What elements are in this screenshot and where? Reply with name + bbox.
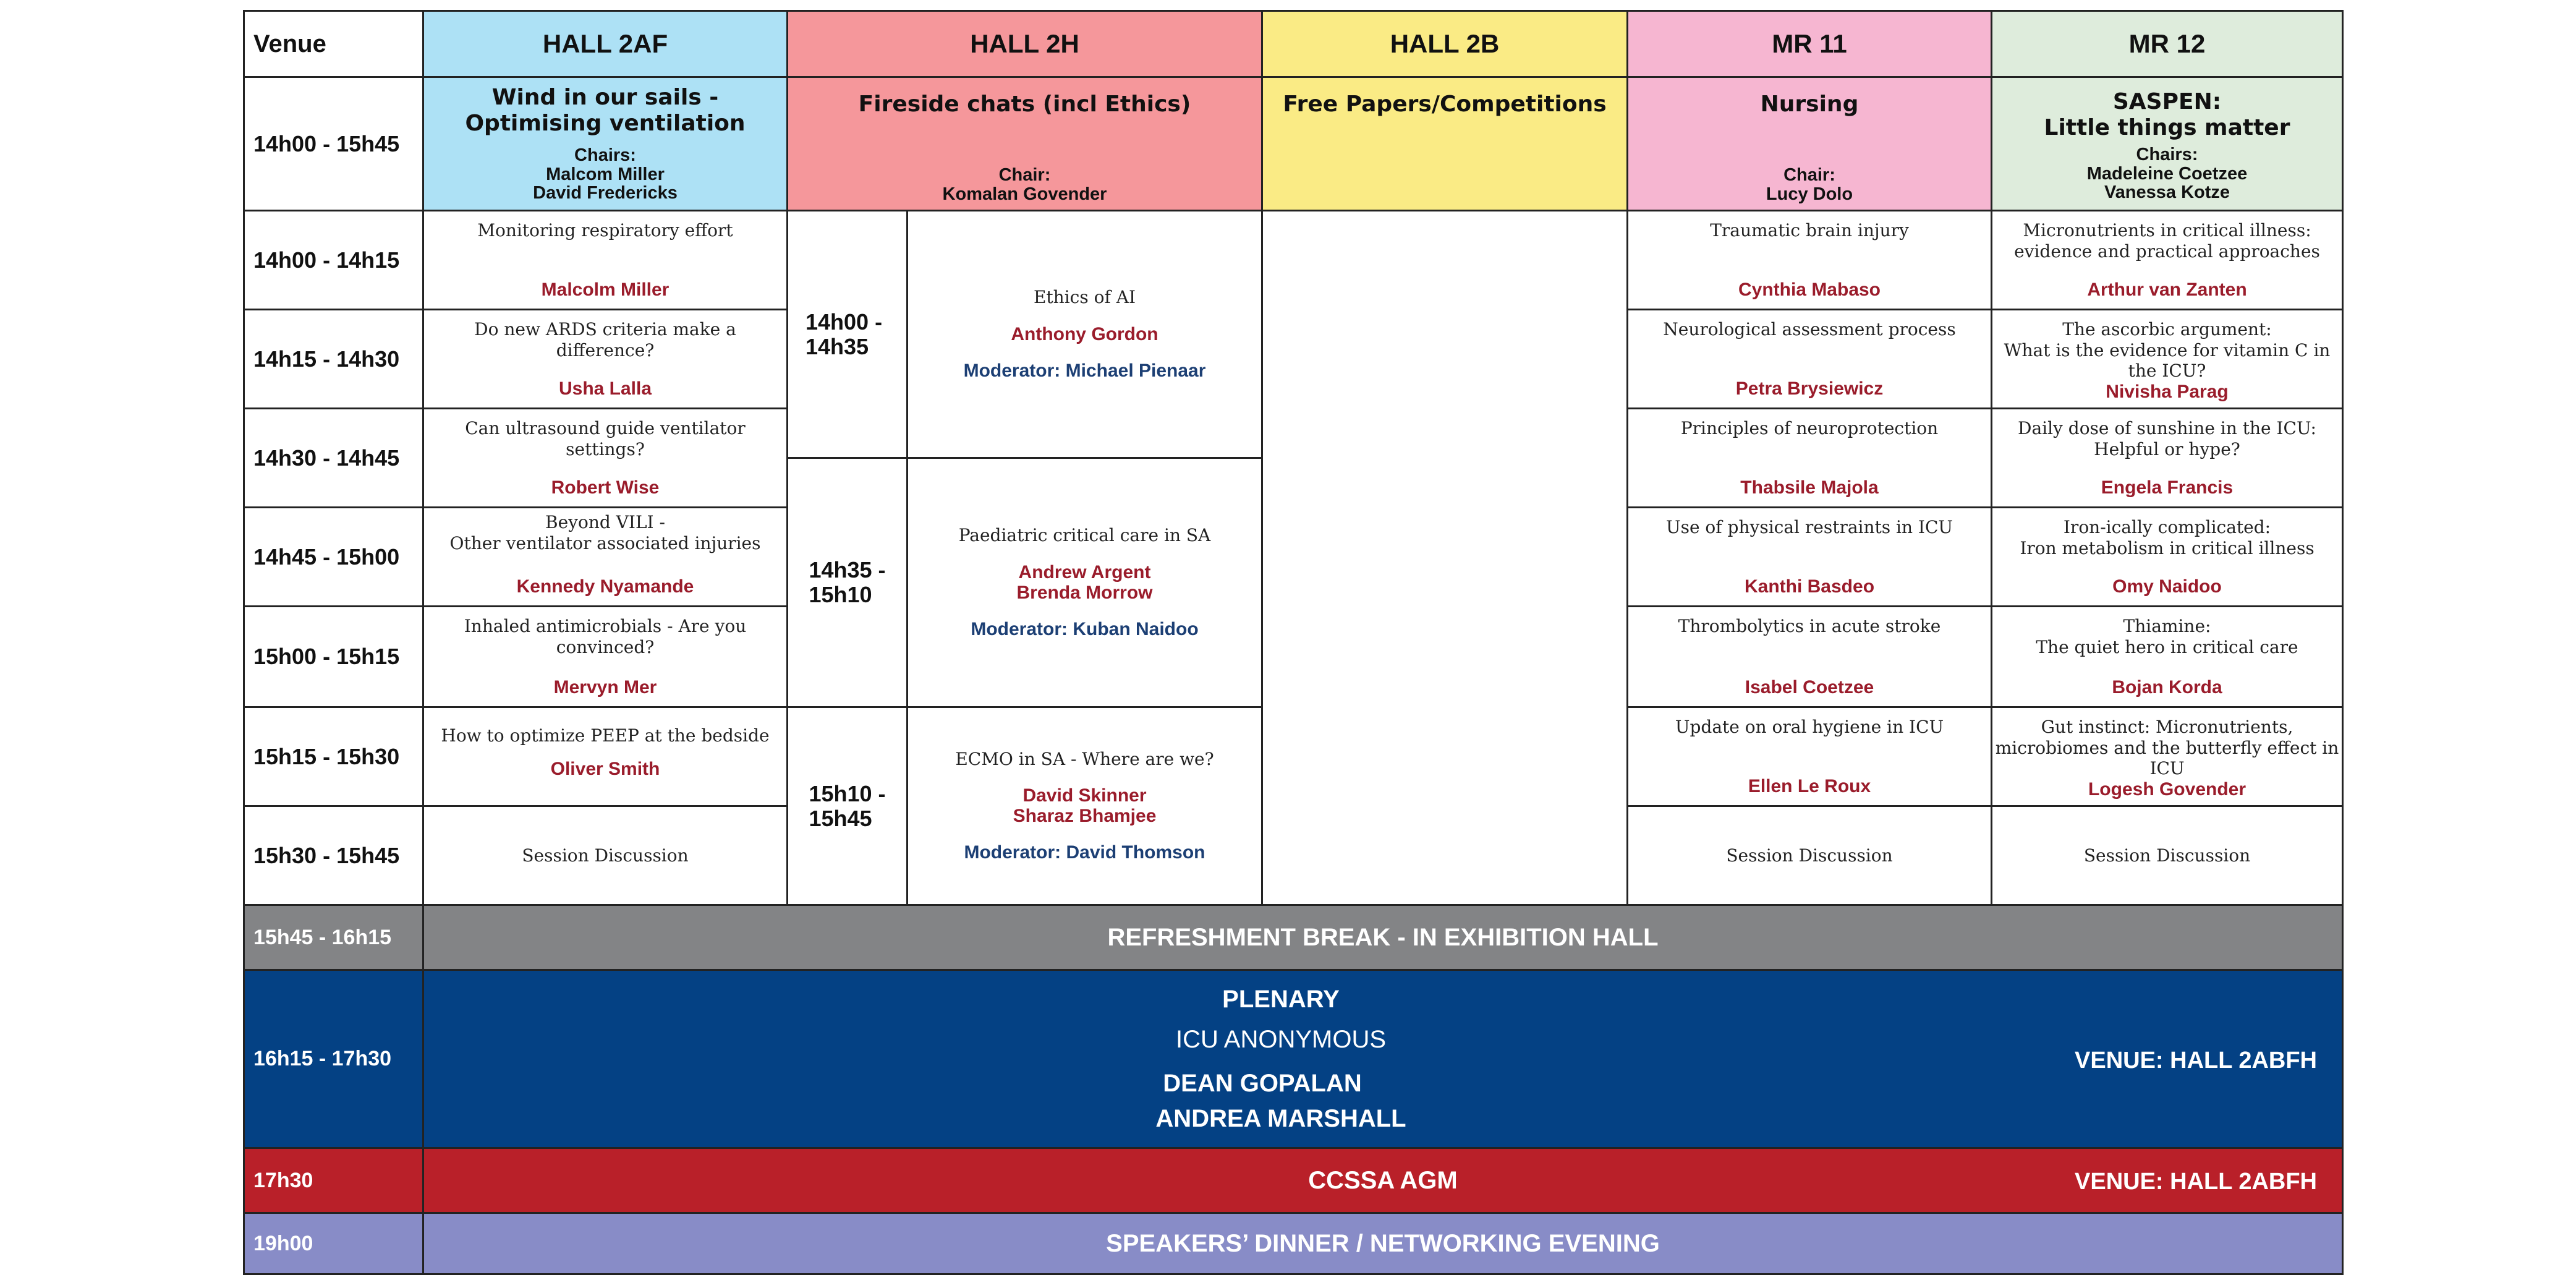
agm-label: CCSSA AGM: [1308, 1166, 1458, 1194]
dinner-time: 19h00: [243, 1212, 424, 1275]
talk-mr11-1: [1626, 210, 1992, 310]
talk-mr12-3: [1991, 407, 2344, 508]
time-slot: 15h15 - 15h30: [243, 706, 424, 807]
speaker-name: Kanthi Basdeo: [1744, 576, 1875, 597]
plenary-speaker: DEAN GOPALAN: [1163, 1069, 1362, 1097]
talk-mr12-5: [1991, 605, 2344, 708]
talk-title: Update on oral hygiene in ICU: [1675, 717, 1944, 737]
session-mr12: [1991, 76, 2344, 211]
talk-title: Do new ARDS criteria make a difference?: [474, 319, 736, 361]
venue-header: Venue: [243, 10, 424, 78]
agm-banner: [422, 1147, 2344, 1214]
talk-mr12-1: [1991, 210, 2344, 310]
talk-hall2af-2: [422, 309, 788, 409]
session-discussion: Session Discussion: [2083, 845, 2251, 866]
refreshment-break-banner: REFRESHMENT BREAK - IN EXHIBITION HALL: [422, 904, 2344, 971]
talk-title: Principles of neuroprotection: [1680, 418, 1939, 438]
speaker-name: Ellen Le Roux: [1748, 776, 1871, 796]
hall-header-2b: HALL 2B: [1261, 10, 1628, 78]
speaker-name: Thabsile Majola: [1740, 477, 1879, 498]
talk-mr11-4: [1626, 506, 1992, 607]
talk-title: Iron-ically complicated: Iron metabolism in critical illness: [2020, 517, 2315, 558]
agm-venue: VENUE: HALL 2ABFH: [2075, 1169, 2317, 1195]
session-chairs: Chair: Lucy Dolo: [1766, 165, 1853, 204]
talk-title: Monitoring respiratory effort: [477, 220, 733, 241]
speaker-name: Malcolm Miller: [541, 279, 670, 300]
moderator-name: Moderator: Kuban Naidoo: [971, 618, 1199, 639]
talk-hall2h-3: [906, 706, 1263, 906]
speaker-name: Nivisha Parag: [2106, 381, 2229, 402]
plenary-banner: [422, 969, 2344, 1149]
time-slot: 14h15 - 14h30: [243, 309, 424, 409]
speaker-name: David Skinner Sharaz Bhamjee: [1013, 785, 1157, 827]
talk-title: The ascorbic argument: What is the evidence for vitamin C in the ICU?: [2004, 319, 2331, 382]
plenary-time: 16h15 - 17h30: [243, 969, 424, 1149]
session-title: Wind in our sails - Optimising ventilation: [465, 85, 746, 136]
speaker-name: Oliver Smith: [550, 758, 660, 779]
talk-hall2af-4: [422, 506, 788, 607]
session-hall2h: [786, 76, 1263, 211]
speaker-name: Petra Brysiewicz: [1735, 378, 1884, 399]
talk-title: Daily dose of sunshine in the ICU: Helpful or hype?: [2018, 418, 2316, 459]
plenary-speaker: ANDREA MARSHALL: [1155, 1104, 1406, 1132]
speaker-name: Robert Wise: [551, 477, 660, 498]
session-time: 14h00 - 15h45: [243, 76, 424, 211]
slot-time: 15h10 - 15h45: [809, 780, 886, 831]
speaker-name: Logesh Govender: [2088, 779, 2247, 800]
talk-mr11-6: [1626, 706, 1992, 807]
speaker-name: Cynthia Mabaso: [1738, 279, 1881, 300]
speaker-name: Andrew Argent Brenda Morrow: [1016, 561, 1153, 603]
talk-mr12-6: [1991, 706, 2344, 807]
speaker-name: Isabel Coetzee: [1745, 677, 1874, 698]
talk-title: Beyond VILI - Other ventilator associated injuries: [449, 512, 761, 553]
slot-time: 14h00 - 14h35: [806, 309, 883, 359]
speaker-name: Arthur van Zanten: [2087, 279, 2247, 300]
session-title: Free Papers/Competitions: [1283, 92, 1607, 117]
talk-hall2af-6: [422, 706, 788, 807]
speaker-name: Omy Naidoo: [2112, 576, 2222, 597]
hall-header-mr12: MR 12: [1991, 10, 2344, 78]
talk-hall2af-3: [422, 407, 788, 508]
session-hall2af: [422, 76, 788, 211]
plenary-subtitle: ICU ANONYMOUS: [1175, 1025, 1387, 1053]
talk-title: Gut instinct: Micronutrients, microbiomes and the butterfly effect in ICU: [1995, 717, 2339, 779]
talk-title: Thrombolytics in acute stroke: [1678, 616, 1941, 636]
session-title: SASPEN: Little things matter: [2044, 89, 2290, 140]
session-discussion: Session Discussion: [1726, 845, 1893, 866]
moderator-name: Moderator: David Thomson: [964, 842, 1205, 863]
talk-hall2h-2: [906, 457, 1263, 708]
hall2b-free-papers-area: [1261, 210, 1628, 906]
agm-time: 17h30: [243, 1147, 424, 1214]
talk-title: Use of physical restraints in ICU: [1665, 517, 1953, 537]
moderator-name: Moderator: Michael Pienaar: [963, 360, 1206, 381]
hall-header-2af: HALL 2AF: [422, 10, 788, 78]
session-discussion: Session Discussion: [522, 845, 689, 866]
talk-title: Traumatic brain injury: [1710, 220, 1909, 241]
session-mr11: [1626, 76, 1992, 211]
talk-mr12-2: [1991, 309, 2344, 409]
speaker-name: Mervyn Mer: [553, 677, 657, 698]
session-chairs: Chairs: Madeleine Coetzee Vanessa Kotze: [2086, 145, 2248, 203]
talk-mr11-discussion: [1626, 805, 1992, 906]
speaker-name: Bojan Korda: [2112, 677, 2222, 698]
speakers-dinner-banner: SPEAKERS’ DINNER / NETWORKING EVENING: [422, 1212, 2344, 1275]
session-title: Fireside chats (incl Ethics): [858, 92, 1191, 117]
time-slot: 14h00 - 14h15: [243, 210, 424, 310]
talk-hall2h-1: [906, 210, 1263, 459]
talk-title: Micronutrients in critical illness: evidence and practical approaches: [2014, 220, 2320, 262]
session-hall2b: [1261, 76, 1628, 211]
time-slot: 14h30 - 14h45: [243, 407, 424, 508]
talk-title: Thiamine: The quiet hero in critical care: [2036, 616, 2298, 657]
slot-time: 14h35 - 15h10: [809, 557, 886, 607]
plenary-venue: VENUE: HALL 2ABFH: [2075, 1047, 2317, 1073]
talk-mr11-3: [1626, 407, 1992, 508]
speaker-name: Usha Lalla: [558, 378, 652, 399]
session-title: Nursing: [1760, 92, 1859, 117]
talk-hall2af-discussion: [422, 805, 788, 906]
hall-header-2h: HALL 2H: [786, 10, 1263, 78]
talk-title: Inhaled antimicrobials - Are you convinced?: [464, 616, 747, 657]
session-chairs: Chairs: Malcom Miller David Fredericks: [533, 145, 678, 203]
talk-mr11-2: [1626, 309, 1992, 409]
speaker-name: Engela Francis: [2101, 477, 2234, 498]
talk-hall2af-1: [422, 210, 788, 310]
talk-mr12-4: [1991, 506, 2344, 607]
talk-title: How to optimize PEEP at the bedside: [441, 725, 770, 746]
time-slot: 14h45 - 15h00: [243, 506, 424, 607]
programme-grid: [243, 10, 2344, 1275]
talk-title: Can ultrasound guide ventilator settings?: [465, 418, 746, 459]
talk-mr12-discussion: [1991, 805, 2344, 906]
break-time: 15h45 - 16h15: [243, 904, 424, 971]
time-slot: 15h30 - 15h45: [243, 805, 424, 906]
talk-title: Ethics of AI: [1033, 287, 1136, 308]
plenary-heading: PLENARY: [1222, 985, 1340, 1013]
talk-title: Neurological assessment process: [1663, 319, 1956, 339]
talk-hall2af-5: [422, 605, 788, 708]
slot-time-hall2h-1: [786, 210, 908, 459]
slot-time-hall2h-3: [786, 706, 908, 906]
speaker-name: Anthony Gordon: [1011, 323, 1158, 344]
talk-title: Paediatric critical care in SA: [958, 525, 1211, 546]
slot-time-hall2h-2: [786, 457, 908, 708]
talk-title: ECMO in SA - Where are we?: [955, 748, 1214, 769]
hall-header-mr11: MR 11: [1626, 10, 1992, 78]
time-slot: 15h00 - 15h15: [243, 605, 424, 708]
speaker-name: Kennedy Nyamande: [516, 576, 694, 597]
session-chairs: Chair: Komalan Govender: [942, 165, 1107, 204]
talk-mr11-5: [1626, 605, 1992, 708]
